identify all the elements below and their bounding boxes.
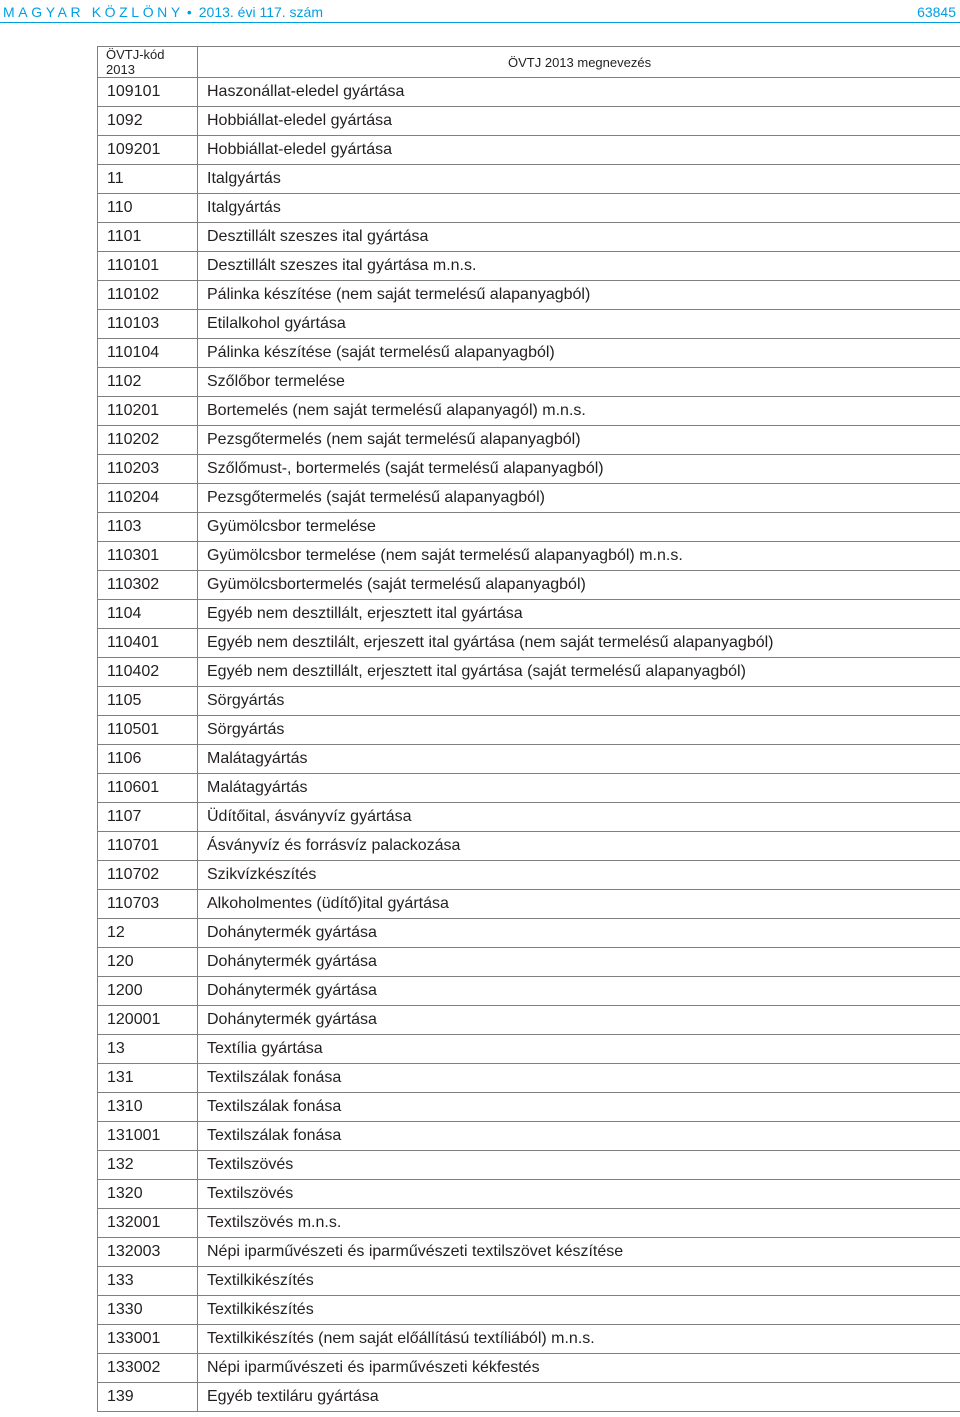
code-cell: 1310 xyxy=(98,1093,198,1122)
table-row xyxy=(98,1064,960,1093)
name-cell: Textilszövés xyxy=(198,1151,960,1180)
table-row xyxy=(98,136,960,165)
name-cell: Italgyártás xyxy=(198,194,960,223)
name-cell: Szikvízkészítés xyxy=(198,861,960,890)
table-row xyxy=(98,368,960,397)
table-row xyxy=(98,1122,960,1151)
table-row xyxy=(98,1209,960,1238)
code-cell: 131 xyxy=(98,1064,198,1093)
name-cell: Sörgyártás xyxy=(198,716,960,745)
code-cell: 1104 xyxy=(98,600,198,629)
table-row xyxy=(98,484,960,513)
table-row xyxy=(98,455,960,484)
code-cell: 110203 xyxy=(98,455,198,484)
column-header-code: ÖVTJ-kód 2013 xyxy=(98,47,198,78)
table-row xyxy=(98,542,960,571)
table-row xyxy=(98,1151,960,1180)
column-header-name: ÖVTJ 2013 megnevezés xyxy=(198,47,960,78)
name-cell: Pálinka készítése (saját termelésű alapanyagból) xyxy=(198,339,960,368)
table-row xyxy=(98,1238,960,1267)
code-cell: 1101 xyxy=(98,223,198,252)
code-cell: 110101 xyxy=(98,252,198,281)
name-cell: Textília gyártása xyxy=(198,1035,960,1064)
name-cell: Dohánytermék gyártása xyxy=(198,948,960,977)
table-row xyxy=(98,890,960,919)
name-cell: Italgyártás xyxy=(198,165,960,194)
name-cell: Textilkikészítés xyxy=(198,1267,960,1296)
name-cell: Pezsgőtermelés (saját termelésű alapanyagból) xyxy=(198,484,960,513)
code-cell: 110 xyxy=(98,194,198,223)
code-cell: 139 xyxy=(98,1383,198,1412)
table-row xyxy=(98,1093,960,1122)
code-cell: 110204 xyxy=(98,484,198,513)
name-cell: Egyéb nem desztillált, erjesztett ital gyártása xyxy=(198,600,960,629)
table-body xyxy=(98,78,960,1412)
table-row xyxy=(98,571,960,600)
table-row xyxy=(98,861,960,890)
code-cell: 1092 xyxy=(98,107,198,136)
table-row xyxy=(98,78,960,107)
table-row xyxy=(98,658,960,687)
table-row xyxy=(98,1296,960,1325)
name-cell: Etilalkohol gyártása xyxy=(198,310,960,339)
table-row xyxy=(98,919,960,948)
name-cell: Textilszövés xyxy=(198,1180,960,1209)
page-header xyxy=(0,0,960,22)
table-row xyxy=(98,948,960,977)
code-cell: 11 xyxy=(98,165,198,194)
page-number: 63845 xyxy=(917,4,956,20)
table-row xyxy=(98,1354,960,1383)
table-row xyxy=(98,513,960,542)
name-cell: Népi iparművészeti és iparművészeti kékfestés xyxy=(198,1354,960,1383)
name-cell: Hobbiállat-eledel gyártása xyxy=(198,107,960,136)
name-cell: Dohánytermék gyártása xyxy=(198,919,960,948)
code-cell: 120 xyxy=(98,948,198,977)
table-row xyxy=(98,397,960,426)
table-row xyxy=(98,745,960,774)
name-cell: Pezsgőtermelés (nem saját termelésű alapanyagból) xyxy=(198,426,960,455)
table-row xyxy=(98,832,960,861)
table-row xyxy=(98,600,960,629)
code-cell: 110701 xyxy=(98,832,198,861)
name-cell: Malátagyártás xyxy=(198,745,960,774)
code-cell: 131001 xyxy=(98,1122,198,1151)
code-cell: 110201 xyxy=(98,397,198,426)
code-cell: 110601 xyxy=(98,774,198,803)
code-cell: 120001 xyxy=(98,1006,198,1035)
table-row xyxy=(98,803,960,832)
header-rule xyxy=(0,22,960,23)
table-row xyxy=(98,1006,960,1035)
table-row xyxy=(98,252,960,281)
table-row xyxy=(98,716,960,745)
code-cell: 1106 xyxy=(98,745,198,774)
code-cell: 110104 xyxy=(98,339,198,368)
name-cell: Népi iparművészeti és iparművészeti textilszövet készítése xyxy=(198,1238,960,1267)
table-row xyxy=(98,687,960,716)
table-row xyxy=(98,310,960,339)
name-cell: Szőlőbor termelése xyxy=(198,368,960,397)
name-cell: Dohánytermék gyártása xyxy=(198,977,960,1006)
name-cell: Textilszálak fonása xyxy=(198,1093,960,1122)
code-cell: 133002 xyxy=(98,1354,198,1383)
code-cell: 12 xyxy=(98,919,198,948)
name-cell: Dohánytermék gyártása xyxy=(198,1006,960,1035)
table-row xyxy=(98,339,960,368)
code-cell: 109101 xyxy=(98,78,198,107)
code-cell: 13 xyxy=(98,1035,198,1064)
code-cell: 110102 xyxy=(98,281,198,310)
journal-info xyxy=(3,2,323,22)
table-row xyxy=(98,281,960,310)
name-cell: Textilkikészítés xyxy=(198,1296,960,1325)
code-cell: 110401 xyxy=(98,629,198,658)
name-cell: Textilszálak fonása xyxy=(198,1122,960,1151)
name-cell: Ásványvíz és forrásvíz palackozása xyxy=(198,832,960,861)
name-cell: Desztillált szeszes ital gyártása xyxy=(198,223,960,252)
code-cell: 1320 xyxy=(98,1180,198,1209)
bullet-separator: • xyxy=(186,4,192,20)
name-cell: Szőlőmust-, bortermelés (saját termelésű alapanyagból) xyxy=(198,455,960,484)
name-cell: Malátagyártás xyxy=(198,774,960,803)
table-header-row xyxy=(98,47,960,78)
name-cell: Gyümölcsbor termelése xyxy=(198,513,960,542)
table-row xyxy=(98,977,960,1006)
code-cell: 1107 xyxy=(98,803,198,832)
code-cell: 110501 xyxy=(98,716,198,745)
name-cell: Desztillált szeszes ital gyártása m.n.s. xyxy=(198,252,960,281)
table-row xyxy=(98,426,960,455)
code-cell: 110301 xyxy=(98,542,198,571)
code-cell: 1102 xyxy=(98,368,198,397)
table-row xyxy=(98,194,960,223)
issue-label: 2013. évi 117. szám xyxy=(198,4,324,20)
table-row xyxy=(98,1035,960,1064)
code-cell: 109201 xyxy=(98,136,198,165)
code-cell: 1103 xyxy=(98,513,198,542)
code-cell: 110103 xyxy=(98,310,198,339)
journal-title: MAGYAR KÖZLÖNY xyxy=(3,4,184,20)
name-cell: Egyéb nem desztilált, erjeszett ital gyártása (nem saját termelésű alapanyagból) xyxy=(198,629,960,658)
name-cell: Bortemelés (nem saját termelésű alapanyagól) m.n.s. xyxy=(198,397,960,426)
code-cell: 1330 xyxy=(98,1296,198,1325)
table-row xyxy=(98,1383,960,1412)
code-cell: 1200 xyxy=(98,977,198,1006)
code-cell: 110703 xyxy=(98,890,198,919)
table-row xyxy=(98,1267,960,1296)
name-cell: Textilszálak fonása xyxy=(198,1064,960,1093)
name-cell: Gyümölcsbor termelése (nem saját termelésű alapanyagból) m.n.s. xyxy=(198,542,960,571)
table-row xyxy=(98,629,960,658)
code-cell: 133001 xyxy=(98,1325,198,1354)
table-row xyxy=(98,107,960,136)
code-cell: 110702 xyxy=(98,861,198,890)
name-cell: Egyéb textiláru gyártása xyxy=(198,1383,960,1412)
name-cell: Gyümölcsbortermelés (saját termelésű alapanyagból) xyxy=(198,571,960,600)
table-row xyxy=(98,774,960,803)
code-table xyxy=(97,46,960,1412)
code-cell: 1105 xyxy=(98,687,198,716)
name-cell: Üdítőital, ásványvíz gyártása xyxy=(198,803,960,832)
name-cell: Pálinka készítése (nem saját termelésű alapanyagból) xyxy=(198,281,960,310)
table-row xyxy=(98,1325,960,1354)
name-cell: Haszonállat-eledel gyártása xyxy=(198,78,960,107)
name-cell: Textilkikészítés (nem saját előállítású textíliából) m.n.s. xyxy=(198,1325,960,1354)
code-cell: 132 xyxy=(98,1151,198,1180)
name-cell: Sörgyártás xyxy=(198,687,960,716)
name-cell: Alkoholmentes (üdítő)ital gyártása xyxy=(198,890,960,919)
name-cell: Egyéb nem desztillált, erjesztett ital gyártása (saját termelésű alapanyagból) xyxy=(198,658,960,687)
name-cell: Textilszövés m.n.s. xyxy=(198,1209,960,1238)
code-cell: 110302 xyxy=(98,571,198,600)
code-cell: 132003 xyxy=(98,1238,198,1267)
code-cell: 110402 xyxy=(98,658,198,687)
table-row xyxy=(98,1180,960,1209)
table-row xyxy=(98,223,960,252)
code-cell: 110202 xyxy=(98,426,198,455)
table-row xyxy=(98,165,960,194)
code-cell: 133 xyxy=(98,1267,198,1296)
code-cell: 132001 xyxy=(98,1209,198,1238)
name-cell: Hobbiállat-eledel gyártása xyxy=(198,136,960,165)
